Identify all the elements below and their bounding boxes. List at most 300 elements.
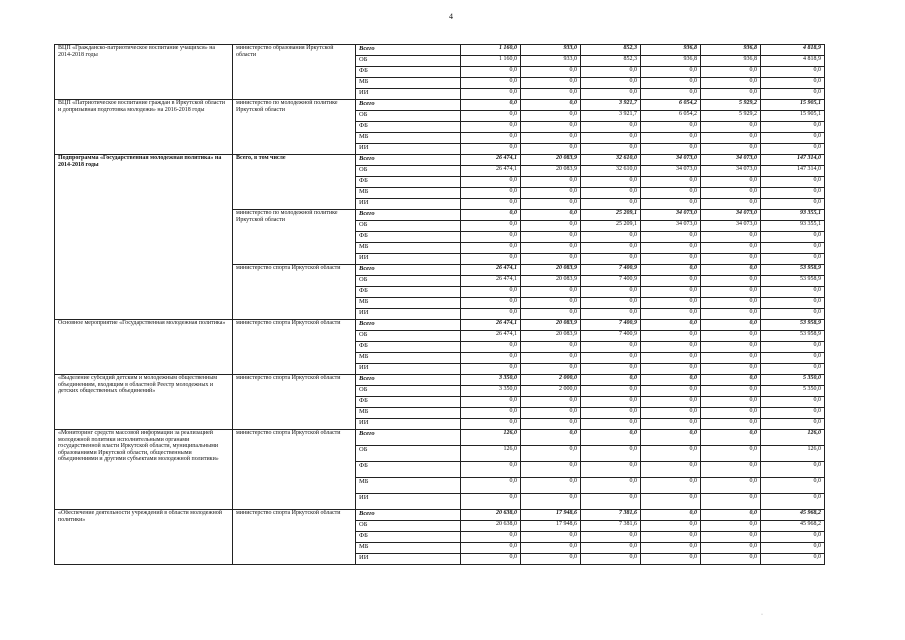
amount-cell: 0,0 bbox=[581, 67, 641, 78]
amount-cell: 0,0 bbox=[581, 430, 641, 446]
amount-cell: 0,0 bbox=[581, 133, 641, 144]
amount-cell: 0,0 bbox=[521, 111, 581, 122]
amount-cell: 0,0 bbox=[521, 532, 581, 543]
amount-cell: 0,0 bbox=[701, 188, 761, 199]
amount-cell: 0,0 bbox=[701, 494, 761, 510]
amount-cell: 93 355,1 bbox=[761, 210, 825, 221]
amount-cell: 0,0 bbox=[521, 67, 581, 78]
amount-cell: 0,0 bbox=[581, 494, 641, 510]
amount-cell: 0,0 bbox=[581, 397, 641, 408]
funding-source: ФБ bbox=[356, 232, 461, 243]
responsible-executor: министерство спорта Иркутской области bbox=[233, 265, 356, 320]
amount-cell: 0,0 bbox=[521, 221, 581, 232]
amount-cell: 7 400,9 bbox=[581, 331, 641, 342]
amount-cell: 2 000,0 bbox=[521, 375, 581, 386]
amount-cell: 0,0 bbox=[521, 364, 581, 375]
amount-cell: 0,0 bbox=[641, 430, 701, 446]
amount-cell: 0,0 bbox=[761, 532, 825, 543]
amount-cell: 0,0 bbox=[521, 78, 581, 89]
funding-source: ФБ bbox=[356, 462, 461, 478]
amount-cell: 0,0 bbox=[461, 111, 521, 122]
amount-cell: 0,0 bbox=[641, 510, 701, 521]
amount-cell: 0,0 bbox=[761, 133, 825, 144]
amount-cell: 4 818,9 bbox=[761, 45, 825, 56]
amount-cell: 0,0 bbox=[701, 386, 761, 397]
amount-cell: 147 314,0 bbox=[761, 166, 825, 177]
amount-cell: 0,0 bbox=[701, 309, 761, 320]
amount-cell: 15 905,1 bbox=[761, 111, 825, 122]
amount-cell: 3 350,0 bbox=[461, 375, 521, 386]
amount-cell: 0,0 bbox=[521, 287, 581, 298]
amount-cell: 5 929,2 bbox=[701, 111, 761, 122]
amount-cell: 26 474,1 bbox=[461, 166, 521, 177]
amount-cell: 25 209,1 bbox=[581, 210, 641, 221]
amount-cell: 0,0 bbox=[581, 144, 641, 155]
funding-source: ИИ bbox=[356, 254, 461, 265]
amount-cell: 0,0 bbox=[461, 287, 521, 298]
funding-source: ОБ bbox=[356, 446, 461, 462]
funding-source: МБ bbox=[356, 543, 461, 554]
amount-cell: 34 073,0 bbox=[701, 155, 761, 166]
amount-cell: 0,0 bbox=[641, 478, 701, 494]
amount-cell: 0,0 bbox=[761, 494, 825, 510]
budget-table-body bbox=[55, 45, 825, 565]
amount-cell: 0,0 bbox=[701, 353, 761, 364]
amount-cell: 32 610,0 bbox=[581, 155, 641, 166]
amount-cell: 0,0 bbox=[521, 543, 581, 554]
amount-cell: 5 929,2 bbox=[701, 100, 761, 111]
amount-cell: 0,0 bbox=[701, 342, 761, 353]
amount-cell: 53 958,9 bbox=[761, 265, 825, 276]
funding-source: ОБ bbox=[356, 221, 461, 232]
amount-cell: 0,0 bbox=[581, 188, 641, 199]
amount-cell: 0,0 bbox=[701, 510, 761, 521]
amount-cell: 0,0 bbox=[701, 122, 761, 133]
amount-cell: 0,0 bbox=[641, 133, 701, 144]
amount-cell: 0,0 bbox=[581, 408, 641, 419]
amount-cell: 0,0 bbox=[641, 78, 701, 89]
program-title: Основное мероприятие «Государственная молодежная политика» bbox=[55, 320, 233, 375]
amount-cell: 0,0 bbox=[641, 494, 701, 510]
amount-cell: 0,0 bbox=[581, 309, 641, 320]
amount-cell: 0,0 bbox=[521, 100, 581, 111]
amount-cell: 0,0 bbox=[761, 67, 825, 78]
amount-cell: 0,0 bbox=[641, 521, 701, 532]
amount-cell: 20 083,9 bbox=[521, 331, 581, 342]
amount-cell: 0,0 bbox=[701, 375, 761, 386]
amount-cell: 20 638,0 bbox=[461, 510, 521, 521]
funding-source: Всего bbox=[356, 210, 461, 221]
table-row bbox=[55, 510, 825, 521]
funding-source: ФБ bbox=[356, 342, 461, 353]
amount-cell: 0,0 bbox=[461, 478, 521, 494]
amount-cell: 0,0 bbox=[761, 364, 825, 375]
funding-source: ОБ bbox=[356, 111, 461, 122]
amount-cell: 0,0 bbox=[521, 309, 581, 320]
amount-cell: 34 073,0 bbox=[641, 221, 701, 232]
amount-cell: 0,0 bbox=[641, 543, 701, 554]
amount-cell: 0,0 bbox=[461, 462, 521, 478]
amount-cell: 20 638,0 bbox=[461, 521, 521, 532]
amount-cell: 0,0 bbox=[701, 298, 761, 309]
funding-source: ФБ bbox=[356, 177, 461, 188]
amount-cell: 34 073,0 bbox=[701, 166, 761, 177]
amount-cell: 93 355,1 bbox=[761, 221, 825, 232]
amount-cell: 0,0 bbox=[641, 177, 701, 188]
amount-cell: 0,0 bbox=[581, 298, 641, 309]
amount-cell: 126,0 bbox=[461, 446, 521, 462]
amount-cell: 0,0 bbox=[761, 243, 825, 254]
amount-cell: 0,0 bbox=[701, 89, 761, 100]
funding-source: МБ bbox=[356, 78, 461, 89]
funding-source: ФБ bbox=[356, 122, 461, 133]
amount-cell: 0,0 bbox=[701, 554, 761, 565]
amount-cell: 0,0 bbox=[581, 554, 641, 565]
amount-cell: 0,0 bbox=[521, 419, 581, 430]
funding-source: Всего bbox=[356, 100, 461, 111]
amount-cell: 0,0 bbox=[521, 188, 581, 199]
amount-cell: 17 948,6 bbox=[521, 510, 581, 521]
funding-source: Всего bbox=[356, 155, 461, 166]
amount-cell: 0,0 bbox=[461, 342, 521, 353]
amount-cell: 0,0 bbox=[641, 276, 701, 287]
amount-cell: 0,0 bbox=[701, 462, 761, 478]
amount-cell: 0,0 bbox=[641, 397, 701, 408]
amount-cell: 0,0 bbox=[641, 122, 701, 133]
amount-cell: 0,0 bbox=[461, 353, 521, 364]
amount-cell: 933,0 bbox=[521, 56, 581, 67]
amount-cell: 26 474,1 bbox=[461, 155, 521, 166]
amount-cell: 0,0 bbox=[761, 419, 825, 430]
amount-cell: 34 073,0 bbox=[641, 155, 701, 166]
responsible-executor: министерство по молодежной политике Иркутской области bbox=[233, 210, 356, 265]
responsible-executor: министерство по молодежной политике Иркутской области bbox=[233, 100, 356, 155]
amount-cell: 0,0 bbox=[641, 144, 701, 155]
funding-source: МБ bbox=[356, 408, 461, 419]
amount-cell: 147 314,0 bbox=[761, 155, 825, 166]
amount-cell: 0,0 bbox=[761, 122, 825, 133]
amount-cell: 20 083,9 bbox=[521, 166, 581, 177]
table-row bbox=[55, 100, 825, 111]
amount-cell: 0,0 bbox=[701, 331, 761, 342]
program-title: «Выделение субсидий детским и молодежным общественным объединениям, входящим в областной Реестр молодежных и детских общественных объединений» bbox=[55, 375, 233, 430]
amount-cell: 0,0 bbox=[641, 232, 701, 243]
responsible-executor: министерство образования Иркутской области bbox=[233, 45, 356, 100]
amount-cell: 0,0 bbox=[641, 265, 701, 276]
amount-cell: 45 968,2 bbox=[761, 510, 825, 521]
responsible-executor: министерство спорта Иркутской области bbox=[233, 510, 356, 565]
funding-source: ИИ bbox=[356, 364, 461, 375]
amount-cell: 0,0 bbox=[581, 364, 641, 375]
amount-cell: 0,0 bbox=[461, 144, 521, 155]
program-title: «Обеспечение деятельности учреждений в области молодежной политики» bbox=[55, 510, 233, 565]
amount-cell: 0,0 bbox=[461, 298, 521, 309]
amount-cell: 0,0 bbox=[521, 89, 581, 100]
funding-source: Всего bbox=[356, 320, 461, 331]
amount-cell: 0,0 bbox=[701, 243, 761, 254]
amount-cell: 0,0 bbox=[701, 276, 761, 287]
funding-source: МБ bbox=[356, 188, 461, 199]
amount-cell: 0,0 bbox=[641, 419, 701, 430]
amount-cell: 7 381,6 bbox=[581, 521, 641, 532]
amount-cell: 0,0 bbox=[701, 364, 761, 375]
funding-source: МБ bbox=[356, 353, 461, 364]
amount-cell: 0,0 bbox=[521, 232, 581, 243]
amount-cell: 0,0 bbox=[461, 133, 521, 144]
amount-cell: 7 381,6 bbox=[581, 510, 641, 521]
amount-cell: 0,0 bbox=[461, 232, 521, 243]
amount-cell: 0,0 bbox=[701, 521, 761, 532]
amount-cell: 26 474,1 bbox=[461, 320, 521, 331]
amount-cell: 20 083,9 bbox=[521, 276, 581, 287]
amount-cell: 0,0 bbox=[701, 177, 761, 188]
amount-cell: 0,0 bbox=[761, 287, 825, 298]
amount-cell: 0,0 bbox=[701, 478, 761, 494]
amount-cell: 0,0 bbox=[701, 232, 761, 243]
amount-cell: 0,0 bbox=[641, 67, 701, 78]
program-title: Подпрограмма «Государственная молодежная политика» на 2014-2018 годы bbox=[55, 155, 233, 320]
table-row bbox=[55, 45, 825, 56]
funding-source: ФБ bbox=[356, 67, 461, 78]
amount-cell: 0,0 bbox=[701, 320, 761, 331]
amount-cell: 45 968,2 bbox=[761, 521, 825, 532]
funding-source: ФБ bbox=[356, 397, 461, 408]
amount-cell: 0,0 bbox=[581, 243, 641, 254]
amount-cell: 0,0 bbox=[701, 446, 761, 462]
amount-cell: 936,8 bbox=[701, 45, 761, 56]
amount-cell: 0,0 bbox=[641, 199, 701, 210]
responsible-executor: министерство спорта Иркутской области bbox=[233, 430, 356, 510]
funding-source: Всего bbox=[356, 375, 461, 386]
amount-cell: 1 160,0 bbox=[461, 56, 521, 67]
amount-cell: 15 905,1 bbox=[761, 100, 825, 111]
amount-cell: 0,0 bbox=[461, 122, 521, 133]
amount-cell: 0,0 bbox=[461, 408, 521, 419]
amount-cell: 0,0 bbox=[461, 543, 521, 554]
funding-source: ИИ bbox=[356, 554, 461, 565]
program-title: ВЦП «Патриотическое воспитание граждан в Иркутской области и допризывная подготовка молодежи» на 2016-2018 годы bbox=[55, 100, 233, 155]
amount-cell: 0,0 bbox=[461, 532, 521, 543]
amount-cell: 34 073,0 bbox=[701, 210, 761, 221]
amount-cell: 0,0 bbox=[761, 89, 825, 100]
amount-cell: 0,0 bbox=[701, 543, 761, 554]
amount-cell: 0,0 bbox=[581, 462, 641, 478]
funding-source: ОБ bbox=[356, 521, 461, 532]
amount-cell: 7 400,9 bbox=[581, 265, 641, 276]
amount-cell: 0,0 bbox=[761, 144, 825, 155]
funding-source: ФБ bbox=[356, 532, 461, 543]
amount-cell: 0,0 bbox=[521, 397, 581, 408]
amount-cell: 0,0 bbox=[761, 254, 825, 265]
amount-cell: 0,0 bbox=[641, 462, 701, 478]
table-row bbox=[55, 430, 825, 446]
amount-cell: 0,0 bbox=[581, 89, 641, 100]
amount-cell: 933,0 bbox=[521, 45, 581, 56]
amount-cell: 0,0 bbox=[761, 478, 825, 494]
amount-cell: 126,0 bbox=[761, 446, 825, 462]
amount-cell: 26 474,1 bbox=[461, 265, 521, 276]
amount-cell: 4 818,9 bbox=[761, 56, 825, 67]
amount-cell: 0,0 bbox=[461, 221, 521, 232]
funding-source: МБ bbox=[356, 133, 461, 144]
amount-cell: 0,0 bbox=[641, 364, 701, 375]
amount-cell: 32 610,0 bbox=[581, 166, 641, 177]
amount-cell: 0,0 bbox=[761, 353, 825, 364]
amount-cell: 0,0 bbox=[521, 478, 581, 494]
amount-cell: 0,0 bbox=[521, 298, 581, 309]
responsible-executor: министерство спорта Иркутской области bbox=[233, 375, 356, 430]
funding-source: ИИ bbox=[356, 144, 461, 155]
funding-source: ИИ bbox=[356, 419, 461, 430]
funding-source: Всего bbox=[356, 45, 461, 56]
amount-cell: 0,0 bbox=[461, 67, 521, 78]
amount-cell: 0,0 bbox=[641, 89, 701, 100]
amount-cell: 2 000,0 bbox=[521, 386, 581, 397]
amount-cell: 0,0 bbox=[761, 554, 825, 565]
amount-cell: 7 400,9 bbox=[581, 320, 641, 331]
amount-cell: 17 948,6 bbox=[521, 521, 581, 532]
amount-cell: 0,0 bbox=[641, 386, 701, 397]
amount-cell: 0,0 bbox=[461, 210, 521, 221]
amount-cell: 0,0 bbox=[701, 408, 761, 419]
amount-cell: 0,0 bbox=[521, 199, 581, 210]
amount-cell: 0,0 bbox=[521, 446, 581, 462]
amount-cell: 0,0 bbox=[641, 408, 701, 419]
amount-cell: 852,3 bbox=[581, 56, 641, 67]
funding-source: ФБ bbox=[356, 287, 461, 298]
amount-cell: 0,0 bbox=[701, 397, 761, 408]
amount-cell: 0,0 bbox=[641, 188, 701, 199]
amount-cell: 0,0 bbox=[761, 177, 825, 188]
amount-cell: 0,0 bbox=[521, 254, 581, 265]
amount-cell: 0,0 bbox=[521, 342, 581, 353]
program-title: ВЦП «Гражданско-патриотическое воспитание учащихся» на 2014-2018 годы bbox=[55, 45, 233, 100]
funding-source: ОБ bbox=[356, 386, 461, 397]
amount-cell: 0,0 bbox=[641, 446, 701, 462]
funding-source: МБ bbox=[356, 478, 461, 494]
amount-cell: 0,0 bbox=[461, 188, 521, 199]
amount-cell: 53 958,9 bbox=[761, 331, 825, 342]
amount-cell: 0,0 bbox=[581, 543, 641, 554]
amount-cell: 0,0 bbox=[761, 397, 825, 408]
amount-cell: 0,0 bbox=[461, 199, 521, 210]
amount-cell: 0,0 bbox=[761, 298, 825, 309]
amount-cell: 5 350,0 bbox=[761, 375, 825, 386]
amount-cell: 126,0 bbox=[461, 430, 521, 446]
amount-cell: 0,0 bbox=[701, 419, 761, 430]
funding-source: ИИ bbox=[356, 199, 461, 210]
amount-cell: 53 958,9 bbox=[761, 320, 825, 331]
amount-cell: 0,0 bbox=[521, 144, 581, 155]
amount-cell: 0,0 bbox=[761, 408, 825, 419]
amount-cell: 0,0 bbox=[581, 342, 641, 353]
amount-cell: 0,0 bbox=[641, 375, 701, 386]
amount-cell: 0,0 bbox=[641, 309, 701, 320]
funding-source: МБ bbox=[356, 298, 461, 309]
amount-cell: 0,0 bbox=[521, 430, 581, 446]
amount-cell: 0,0 bbox=[461, 243, 521, 254]
amount-cell: 0,0 bbox=[761, 232, 825, 243]
amount-cell: 0,0 bbox=[701, 265, 761, 276]
amount-cell: 34 073,0 bbox=[701, 221, 761, 232]
amount-cell: 0,0 bbox=[701, 144, 761, 155]
amount-cell: 126,0 bbox=[761, 430, 825, 446]
amount-cell: 0,0 bbox=[761, 188, 825, 199]
amount-cell: 0,0 bbox=[701, 430, 761, 446]
amount-cell: 0,0 bbox=[641, 331, 701, 342]
amount-cell: 0,0 bbox=[461, 494, 521, 510]
amount-cell: 936,8 bbox=[641, 45, 701, 56]
amount-cell: 0,0 bbox=[641, 298, 701, 309]
funding-source: ОБ bbox=[356, 331, 461, 342]
program-title: «Мониторинг средств массовой информации за реализацией молодежной политики исполнительными органами государственной власти Иркутской области, муниципальными образованиями Иркутской области, общественными объединениями и другими субъектами молодежной политики» bbox=[55, 430, 233, 510]
amount-cell: 0,0 bbox=[581, 287, 641, 298]
funding-source: Всего bbox=[356, 430, 461, 446]
amount-cell: 0,0 bbox=[461, 309, 521, 320]
amount-cell: 0,0 bbox=[641, 320, 701, 331]
amount-cell: 0,0 bbox=[461, 397, 521, 408]
amount-cell: 0,0 bbox=[581, 122, 641, 133]
funding-source: ИИ bbox=[356, 494, 461, 510]
amount-cell: 0,0 bbox=[581, 446, 641, 462]
table-row bbox=[55, 320, 825, 331]
amount-cell: 0,0 bbox=[521, 243, 581, 254]
amount-cell: 0,0 bbox=[521, 353, 581, 364]
amount-cell: 0,0 bbox=[581, 419, 641, 430]
amount-cell: 0,0 bbox=[581, 254, 641, 265]
amount-cell: 0,0 bbox=[761, 342, 825, 353]
funding-source: Всего bbox=[356, 510, 461, 521]
responsible-executor: Всего, в том числе bbox=[233, 155, 356, 210]
page-number: 4 bbox=[449, 12, 453, 21]
funding-source: ОБ bbox=[356, 276, 461, 287]
amount-cell: 6 054,2 bbox=[641, 100, 701, 111]
amount-cell: 0,0 bbox=[641, 353, 701, 364]
amount-cell: 0,0 bbox=[461, 419, 521, 430]
amount-cell: 0,0 bbox=[701, 254, 761, 265]
amount-cell: 0,0 bbox=[461, 364, 521, 375]
amount-cell: 0,0 bbox=[521, 462, 581, 478]
amount-cell: 0,0 bbox=[521, 177, 581, 188]
table-row bbox=[55, 155, 825, 166]
amount-cell: 0,0 bbox=[581, 232, 641, 243]
amount-cell: 0,0 bbox=[701, 133, 761, 144]
amount-cell: 852,3 bbox=[581, 45, 641, 56]
responsible-executor: министерство спорта Иркутской области bbox=[233, 320, 356, 375]
amount-cell: 3 921,7 bbox=[581, 111, 641, 122]
funding-source: Всего bbox=[356, 265, 461, 276]
amount-cell: 0,0 bbox=[641, 532, 701, 543]
amount-cell: 0,0 bbox=[761, 78, 825, 89]
scan-mark: · bbox=[761, 612, 763, 618]
amount-cell: 20 083,9 bbox=[521, 265, 581, 276]
funding-source: ОБ bbox=[356, 56, 461, 67]
amount-cell: 3 350,0 bbox=[461, 386, 521, 397]
funding-source: ИИ bbox=[356, 309, 461, 320]
amount-cell: 0,0 bbox=[761, 543, 825, 554]
amount-cell: 1 160,0 bbox=[461, 45, 521, 56]
amount-cell: 0,0 bbox=[581, 375, 641, 386]
table-row bbox=[55, 375, 825, 386]
amount-cell: 0,0 bbox=[461, 89, 521, 100]
amount-cell: 0,0 bbox=[521, 133, 581, 144]
amount-cell: 0,0 bbox=[641, 342, 701, 353]
amount-cell: 0,0 bbox=[701, 78, 761, 89]
amount-cell: 936,8 bbox=[701, 56, 761, 67]
amount-cell: 0,0 bbox=[701, 67, 761, 78]
amount-cell: 0,0 bbox=[641, 254, 701, 265]
amount-cell: 26 474,1 bbox=[461, 276, 521, 287]
